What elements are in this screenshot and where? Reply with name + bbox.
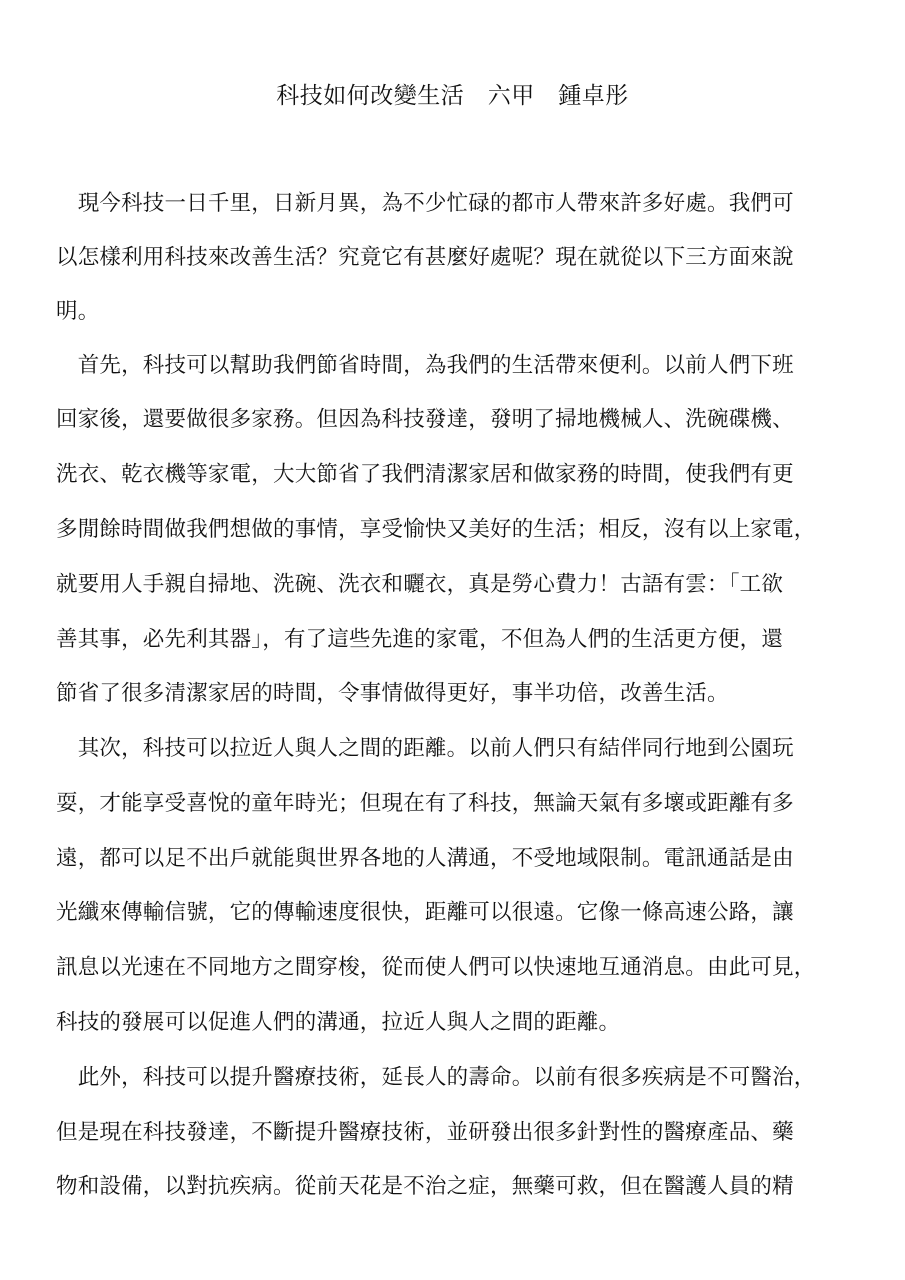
text-line: 此外，科技可以提升醫療技術，延長人的壽命。以前有很多疾病是不可醫治， bbox=[56, 1065, 816, 1090]
text-line: 但是現在科技發達，不斷提升醫療技術，並研發出很多針對性的醫療產品、藥 bbox=[56, 1120, 794, 1145]
text-line: 訊息以光速在不同地方之間穿梭，從而使人們可以快速地互通消息。由此可見， bbox=[56, 955, 816, 980]
text-line: 節省了很多清潔家居的時間，令事情做得更好，事半功倍，改善生活。 bbox=[56, 681, 729, 706]
text-line: 明。 bbox=[56, 299, 100, 324]
document-title: 科技如何改變生活 六甲 鍾卓彤 bbox=[276, 83, 629, 109]
text-line: 回家後，還要做很多家務。但因為科技發達，發明了掃地機械人、洗碗碟機、 bbox=[56, 407, 794, 432]
text-line: 現今科技一日千里，日新月異，為不少忙碌的都市人帶來許多好處。我們可 bbox=[56, 191, 794, 216]
text-line: 以怎樣利用科技來改善生活？究竟它有甚麼好處呢？現在就從以下三方面來說 bbox=[56, 245, 794, 270]
text-line: 其次，科技可以拉近人與人之間的距離。以前人們只有結伴同行地到公園玩 bbox=[56, 736, 794, 761]
text-line: 首先，科技可以幫助我們節省時間，為我們的生活帶來便利。以前人們下班 bbox=[56, 353, 794, 378]
text-line: 耍，才能享受喜悅的童年時光；但現在有了科技，無論天氣有多壞或距離有多 bbox=[56, 791, 794, 816]
text-line: 光纖來傳輸信號，它的傳輸速度很快，距離可以很遠。它像一條高速公路，讓 bbox=[56, 900, 794, 925]
text-line: 多閒餘時間做我們想做的事情，享受愉快又美好的生活；相反，沒有以上家電， bbox=[56, 517, 816, 542]
text-line: 洗衣、乾衣機等家電，大大節省了我們清潔家居和做家務的時間，使我們有更 bbox=[56, 462, 794, 487]
text-line: 遠，都可以足不出戶就能與世界各地的人溝通，不受地域限制。電訊通話是由 bbox=[56, 846, 794, 871]
text-line: 善其事，必先利其器」，有了這些先進的家電，不但為人們的生活更方便，還 bbox=[56, 627, 784, 652]
text-line: 科技的發展可以促進人們的溝通，拉近人與人之間的距離。 bbox=[56, 1010, 621, 1035]
text-line: 物和設備，以對抗疾病。從前天花是不治之症，無藥可救，但在醫護人員的精 bbox=[56, 1174, 794, 1199]
text-line: 就要用人手親自掃地、洗碗、洗衣和曬衣，真是勞心費力！古語有雲：「工欲 bbox=[56, 572, 784, 597]
